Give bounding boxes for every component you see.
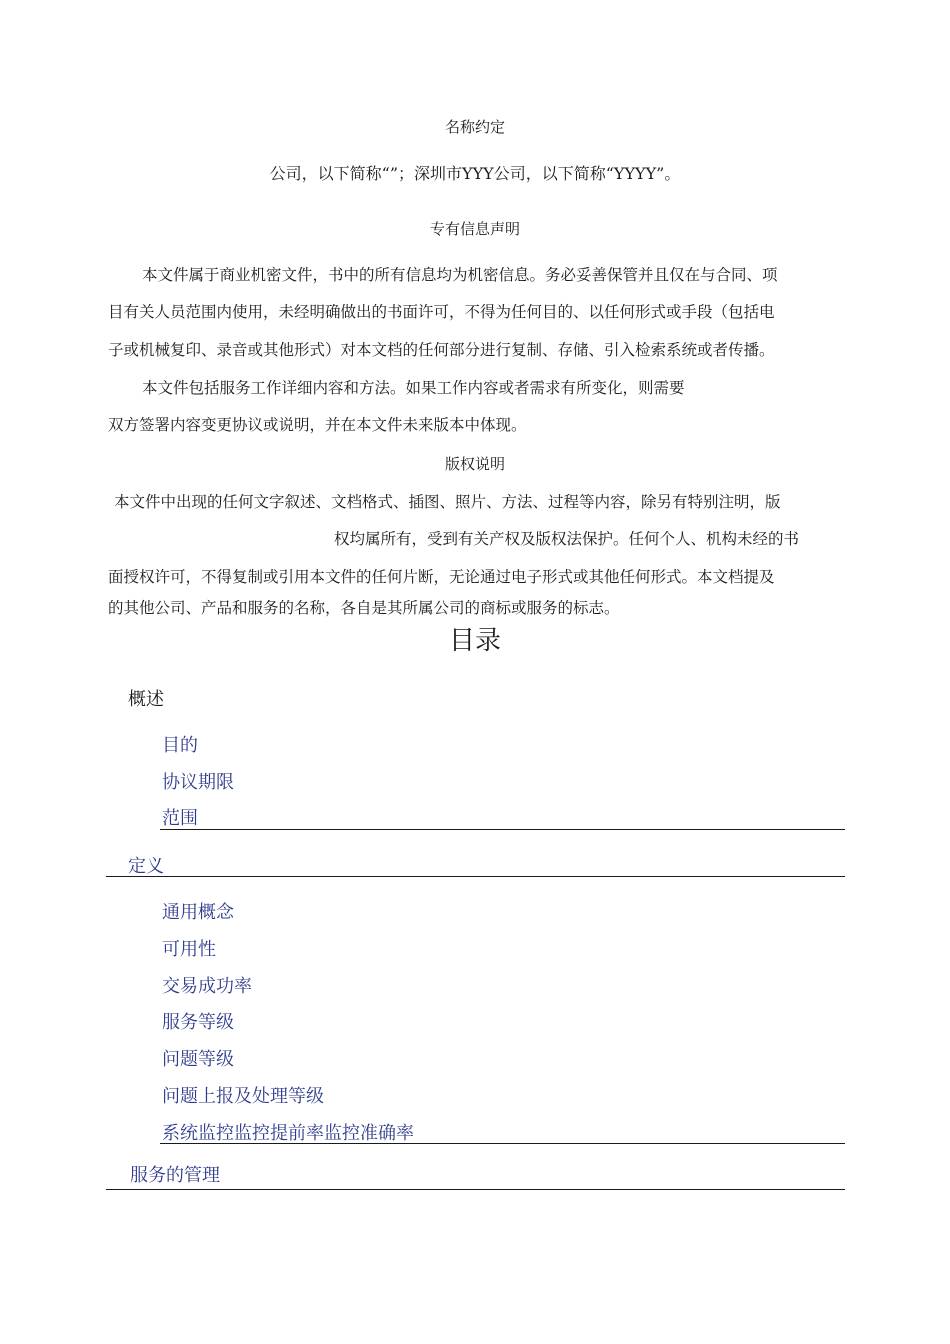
toc-item-monitoring[interactable]: 系统监控监控提前率监控准确率: [162, 1123, 414, 1144]
toc-item-general-concept[interactable]: 通用概念: [162, 902, 234, 923]
toc-divider: [160, 1143, 845, 1144]
naming-title: 名称约定: [444, 118, 505, 136]
toc-item-scope[interactable]: 范围: [162, 808, 198, 829]
toc-item-purpose[interactable]: 目的: [162, 735, 198, 756]
proprietary-p2-line2: 双方签署内容变更协议或说明，并在本文件未来版本中体现。: [108, 416, 527, 434]
toc-item-issue-report[interactable]: 问题上报及处理等级: [162, 1086, 324, 1107]
toc-item-availability[interactable]: 可用性: [162, 939, 216, 960]
toc-title: 目录: [448, 626, 501, 656]
toc-item-definition[interactable]: 定义: [128, 856, 164, 877]
proprietary-title: 专有信息声明: [429, 220, 520, 238]
toc-item-transaction-success[interactable]: 交易成功率: [162, 976, 252, 997]
naming-text: 公司，以下简称“”；深圳市YYY公司，以下简称“YYYY”。: [269, 164, 681, 183]
toc-item-service-level[interactable]: 服务等级: [162, 1012, 234, 1033]
copyright-line1: 本文件中出现的任何文字叙述、文档格式、插图、照片、方法、过程等内容，除另有特别注明，版: [114, 493, 781, 511]
toc-divider: [160, 829, 845, 830]
proprietary-p2-line1: 本文件包括服务工作详细内容和方法。如果工作内容或者需求有所变化，则需要: [142, 379, 685, 397]
toc-divider: [106, 1189, 845, 1190]
copyright-line3: 面授权许可，不得复制或引用本文件的任何片断，无论通过电子形式或其他任何形式。本文档提及: [108, 568, 775, 586]
toc-item-management[interactable]: 服务的管理: [130, 1165, 220, 1186]
toc-divider: [106, 876, 845, 877]
copyright-title: 版权说明: [444, 455, 505, 473]
toc-item-overview[interactable]: 概述: [128, 689, 164, 710]
copyright-line2: 权均属所有，受到有关产权及版权法保护。任何个人、机构未经的书: [334, 530, 800, 548]
proprietary-p1-line1: 本文件属于商业机密文件，书中的所有信息均为机密信息。务必妥善保管并且仅在与合同、项: [142, 266, 778, 284]
proprietary-p1-line2: 目有关人员范围内使用，未经明确做出的书面许可，不得为任何目的、以任何形式或手段（包括电: [108, 303, 775, 321]
toc-item-issue-level[interactable]: 问题等级: [162, 1049, 234, 1070]
proprietary-p1-line3: 子或机械复印、录音或其他形式）对本文档的任何部分进行复制、存储、引入检索系统或者传播。: [108, 341, 775, 359]
copyright-line4: 的其他公司、产品和服务的名称，各自是其所属公司的商标或服务的标志。: [108, 599, 620, 617]
toc-item-term[interactable]: 协议期限: [162, 772, 234, 793]
